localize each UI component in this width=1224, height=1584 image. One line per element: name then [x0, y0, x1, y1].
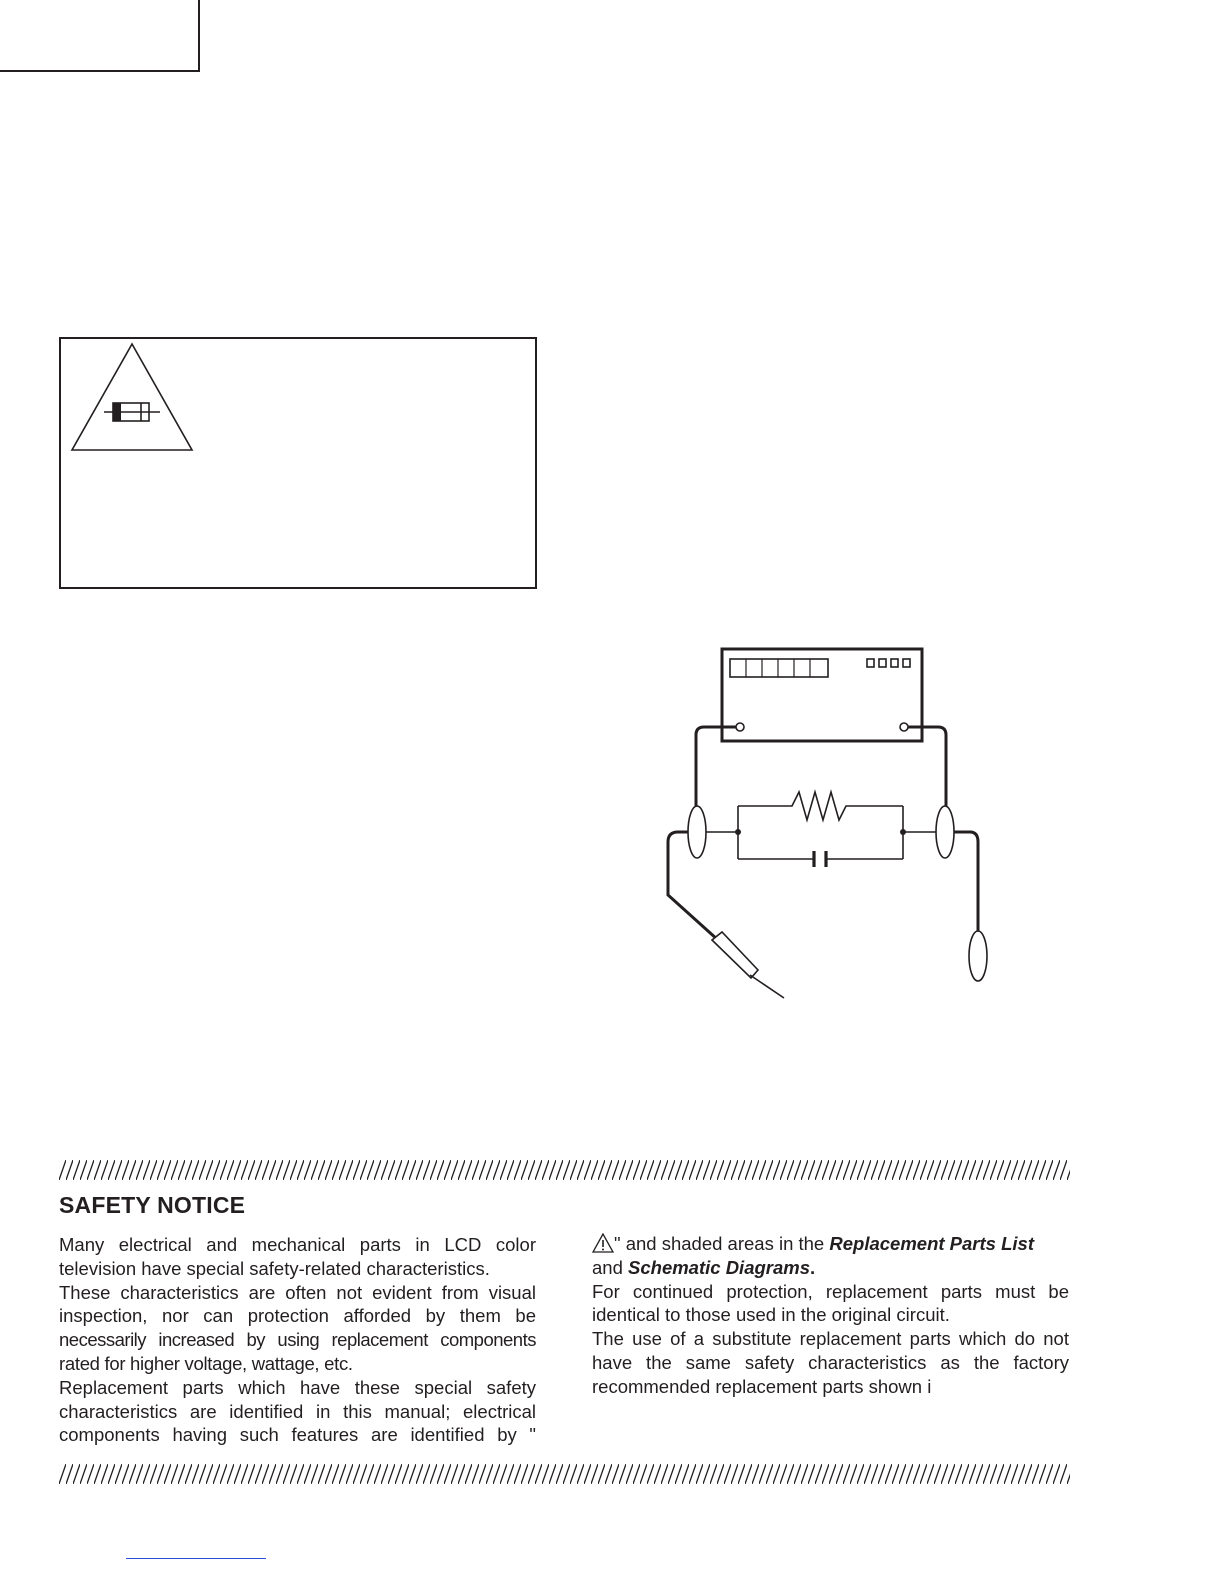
- notice-line: The use of a substitute replacement parts which do not: [592, 1328, 1069, 1350]
- notice-line: For continued protection, replacement parts must be: [592, 1280, 1069, 1302]
- notice-line: Replacement parts which have these special safety: [59, 1376, 536, 1398]
- hatched-rule-bottom: [59, 1464, 1070, 1484]
- notice-text: .: [810, 1256, 816, 1278]
- leakage-test-circuit-diagram: [660, 640, 1000, 1005]
- notice-line: components having such features are identified by ": [59, 1424, 536, 1446]
- meter-box: [722, 649, 922, 741]
- notice-line: These characteristics are often not evident from visual: [59, 1281, 536, 1303]
- notice-line: Many electrical and mechanical parts in LCD color: [59, 1234, 536, 1255]
- notice-line: recommended replacement parts shown i: [592, 1375, 932, 1397]
- junction-dot: [735, 829, 741, 835]
- notice-line: television have special safety-related characteristics.: [59, 1257, 490, 1279]
- notice-line: necessarily increased by using replacement components: [59, 1329, 536, 1351]
- notice-text: and: [592, 1256, 629, 1278]
- meter-leads: [668, 727, 978, 940]
- test-probe: [712, 932, 784, 998]
- footer-link-underline[interactable]: [126, 1558, 266, 1559]
- notice-line: inspection, nor can protection afforded by them be: [59, 1305, 536, 1327]
- junction-dot: [900, 829, 906, 835]
- notice-line: identical to those used in the original circuit.: [592, 1304, 950, 1326]
- safety-notice-right-column: [592, 1232, 1069, 1399]
- notice-line: have the same safety characteristics as the factory: [592, 1351, 1069, 1373]
- exclamation-triangle-icon: [592, 1233, 614, 1253]
- notice-line: rated for higher voltage, wattage, etc.: [59, 1352, 353, 1374]
- safety-notice-left-column: [59, 1233, 536, 1447]
- notice-text: " and shaded areas in the: [614, 1233, 830, 1254]
- safety-notice-title: SAFETY NOTICE: [59, 1192, 246, 1218]
- notice-line-warning: [592, 1232, 1069, 1256]
- corner-frame: [0, 0, 200, 72]
- fuse-in-triangle-icon: [68, 340, 196, 452]
- hatched-rule-top: [59, 1160, 1070, 1180]
- replacement-parts-list-ref: Replacement Parts List: [829, 1233, 1034, 1254]
- notice-line: [592, 1256, 1069, 1280]
- notice-line: characteristics are identified in this manual; electrical: [59, 1400, 536, 1422]
- schematic-diagrams-ref: Schematic Diagrams: [628, 1256, 811, 1278]
